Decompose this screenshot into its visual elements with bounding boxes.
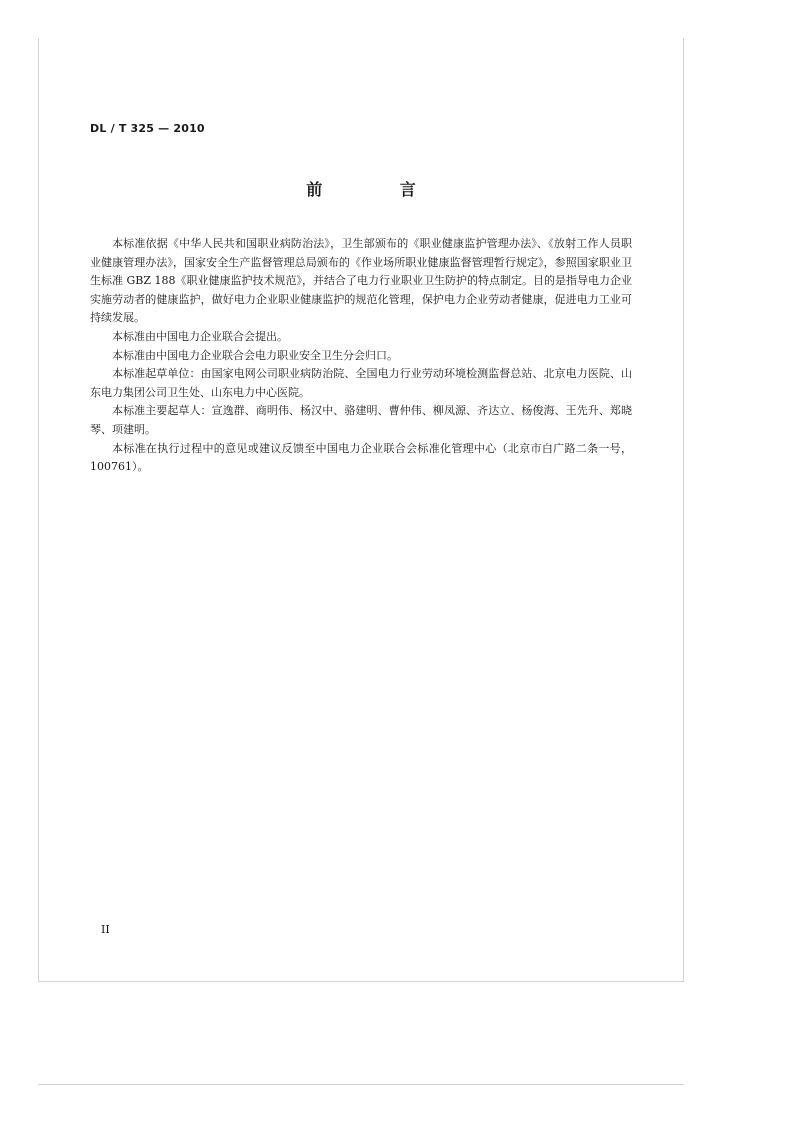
paragraph-feedback: 本标准在执行过程中的意见或建议反馈至中国电力企业联合会标准化管理中心（北京市白广路二条一号，100761）。 [90, 441, 632, 474]
foreword-body [90, 235, 632, 477]
paragraph-proposer: 本标准由中国电力企业联合会提出。 [112, 329, 288, 343]
paragraph-basis: 本标准依据《中华人民共和国职业病防治法》，卫生部颁布的《职业健康监护管理办法》、《放射工作人员职业健康管理办法》，国家安全生产监督管理总局颁布的《作业场所职业健康监督管理暂行规定》，参照国家职业卫生标准 GBZ 188《职业健康监护技术规范》，并结合了电力行业职业卫生防护的特点制定。目的是指导电力企业实施劳动者的健康监护，做好电力企业职业健康监护的规范化管理，保护电力企业劳动者健康，促进电力工业可持续发展。 [90, 237, 632, 325]
bottom-divider [38, 1084, 684, 1085]
paragraph-centralized: 本标准由中国电力企业联合会电力职业安全卫生分会归口。 [112, 348, 398, 362]
paragraph-drafting-units: 本标准起草单位：由国家电网公司职业病防治院、全国电力行业劳动环境检测监督总站、北京电力医院、山东电力集团公司卫生处、山东电力中心医院。 [90, 367, 632, 399]
standard-code: DL / T 325 — 2010 [90, 122, 205, 135]
page-number: II [101, 923, 110, 936]
page-title: 前 言 [306, 180, 452, 199]
paragraph-drafters: 本标准主要起草人：宣逸群、商明伟、杨汉中、骆建明、曹仲伟、柳凤源、齐达立、杨俊海、王先升、郑晓琴、项建明。 [90, 404, 632, 436]
